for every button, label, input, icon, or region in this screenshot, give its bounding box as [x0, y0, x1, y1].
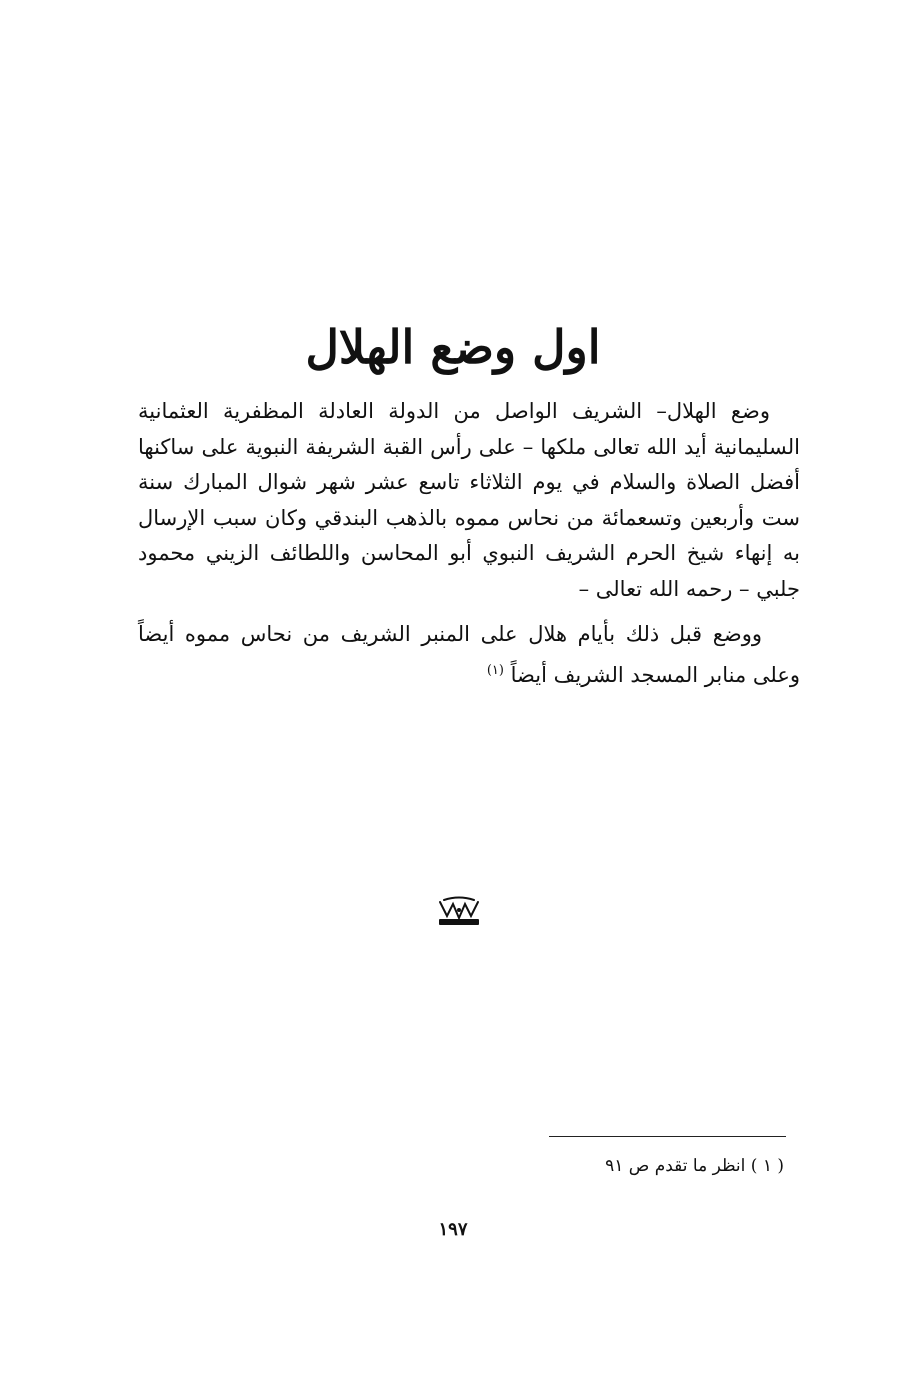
- body-text: [138, 394, 800, 693]
- paragraph-2: [138, 617, 800, 693]
- ornament-icon: [436, 896, 482, 928]
- paragraph-1: وضع الهلال– الشريف الواصل من الدولة العادلة المظفرية العثمانية السليمانية أيد الله تعالى ملكها – على رأس القبة الشريفة النبوية على ساكنها أفضل الصلاة والسلام في يوم الثلاثاء تاسع عشر شهر شوال المبارك سنة ست وأربعين وتسعمائة من نحاس مموه بالذهب البندقي وكان سبب الإرسال به إنهاء شيخ الحرم الشريف النبوي أبو المحاسن واللطائف الزيني محمود جلبي – رحمه الله تعالى –: [138, 399, 800, 601]
- footnote-separator: [549, 1136, 786, 1137]
- paragraph-2-text: ووضع قبل ذلك بأيام هلال على المنبر الشريف من نحاس مموه أيضاً وعلى منابر المسجد الشريف أيضاً: [138, 622, 800, 687]
- footnote-text: ( ١ ) انظر ما تقدم ص ٩١: [605, 1156, 784, 1176]
- chapter-title: اول وضع الهلال: [305, 319, 601, 374]
- footnote-reference: (١): [486, 662, 504, 678]
- page-number: ١٩٧: [438, 1219, 468, 1240]
